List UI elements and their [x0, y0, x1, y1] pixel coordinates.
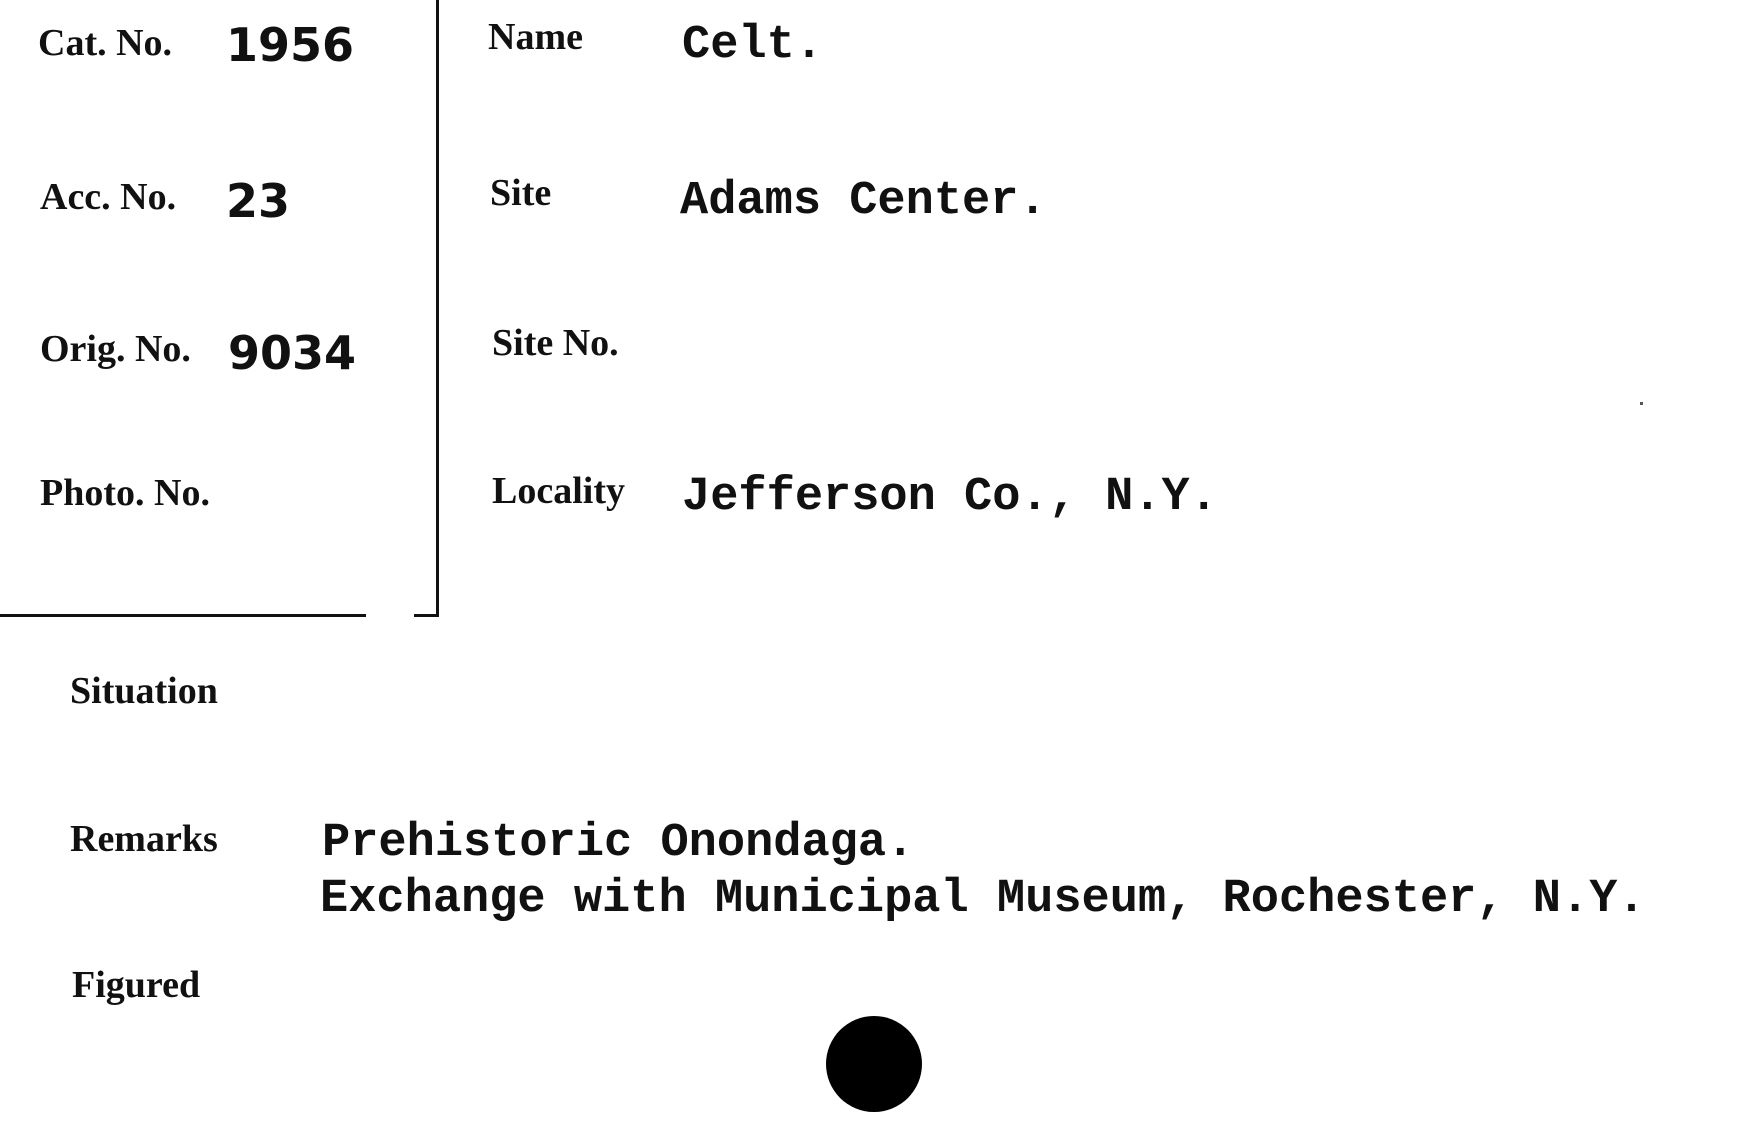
site-no-label: Site No.	[492, 322, 619, 364]
acc-no-value: 23	[226, 174, 291, 228]
figured-label: Figured	[72, 964, 201, 1006]
name-label: Name	[488, 16, 583, 58]
site-value: Adams Center.	[680, 175, 1047, 228]
photo-no-label: Photo. No.	[40, 472, 210, 514]
locality-value: Jefferson Co., N.Y.	[682, 471, 1218, 524]
column-divider	[436, 0, 439, 617]
punch-hole	[826, 1016, 922, 1112]
name-value: Celt.	[682, 19, 824, 72]
site-label: Site	[490, 172, 552, 214]
acc-no-label: Acc. No.	[40, 176, 177, 218]
section-divider-end	[414, 614, 439, 617]
section-divider	[0, 614, 366, 617]
remarks-line-2: Exchange with Municipal Museum, Rochester, N.Y.	[320, 873, 1646, 926]
locality-label: Locality	[492, 470, 625, 512]
remarks-label: Remarks	[70, 818, 218, 860]
cat-no-label: Cat. No.	[38, 22, 173, 64]
remarks-line-1: Prehistoric Onondaga.	[322, 817, 915, 870]
orig-no-value: 9034	[228, 326, 357, 380]
cat-no-value: 1956	[226, 18, 355, 72]
scan-speck	[1640, 402, 1643, 405]
orig-no-label: Orig. No.	[40, 328, 191, 370]
situation-label: Situation	[70, 670, 218, 712]
